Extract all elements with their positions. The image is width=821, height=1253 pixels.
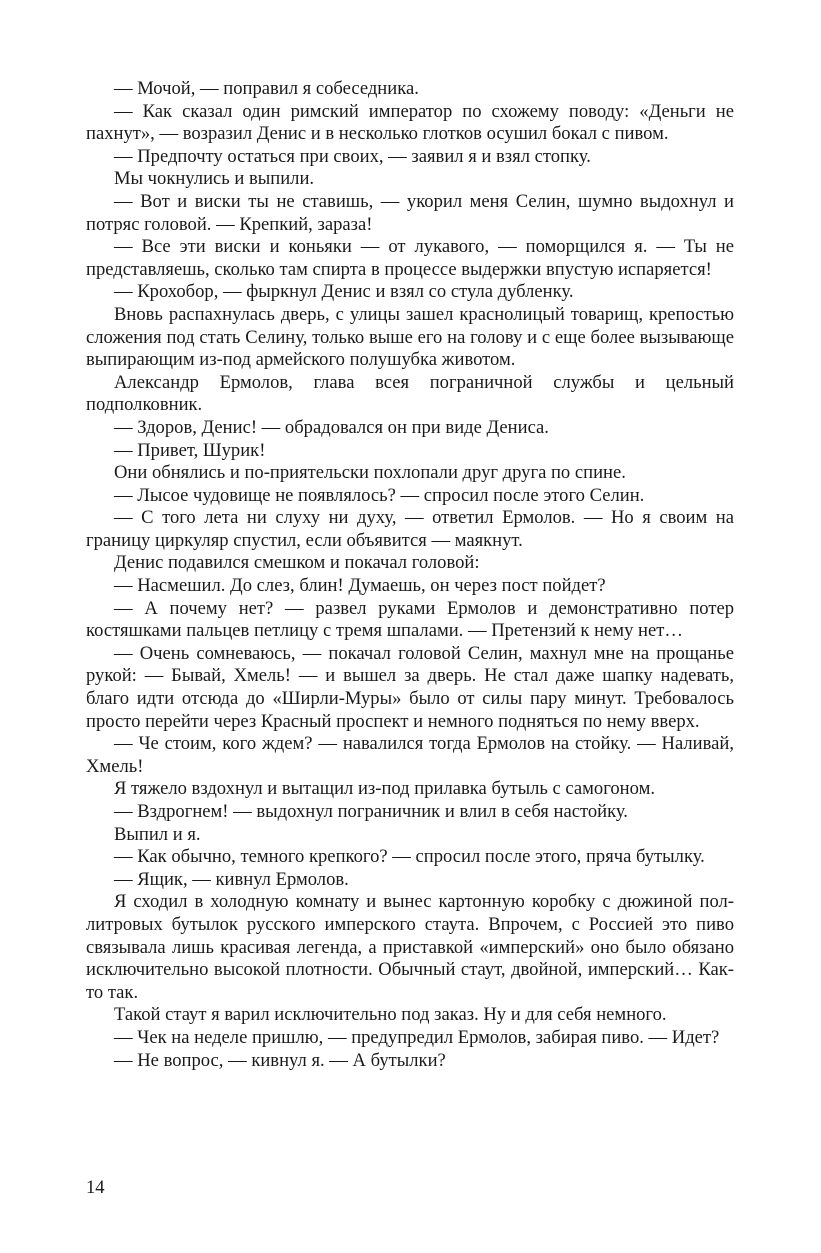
paragraph: — Как обычно, темного крепкого? — спросил после этого, пряча бутылку. <box>114 846 705 868</box>
paragraph: Такой стаут я варил исключительно под заказ. Ну и для себя немного. <box>114 1004 667 1026</box>
paragraph: — Предпочту остаться при своих, — заявил я и взял стопку. <box>114 145 591 167</box>
paragraph: Мы чокнулись и выпили. <box>114 168 315 190</box>
page-number: 14 <box>86 1177 105 1198</box>
paragraph: Выпил и я. <box>114 823 201 845</box>
paragraph: — Насмешил. До слез, блин! Думаешь, он через пост пойдет? <box>114 575 606 597</box>
paragraph: Денис подавился смешком и покачал головой: <box>114 552 480 574</box>
paragraph: Я тяжело вздохнул и вытащил из-под прилавка бутыль с самогоном. <box>114 778 655 800</box>
paragraph: — А почему нет? — развел руками Ермолов и демонстративно потер костяшками пальцев петлицу с тремя шпалами. — Претензий к нему нет… <box>86 597 734 642</box>
paragraph: — Лысое чудовище не появлялось? — спросил после этого Селин. <box>114 484 645 506</box>
paragraph: — С того лета ни слуху ни духу, — ответил Ермолов. — Но я своим на границу циркуляр спустил, если объявится — маякнут. <box>86 507 734 551</box>
paragraph: — Ящик, — кивнул Ермолов. <box>114 868 349 890</box>
paragraph: — Вздрогнем! — выдохнул пограничник и влил в себя настойку. <box>114 801 628 822</box>
paragraph: — Здоров, Денис! — обрадовался он при виде Дениса. <box>114 416 549 438</box>
paragraph: Александр Ермолов, глава всея пограничной службы и цельный подполковник. <box>86 371 734 416</box>
paragraph: — Чек на неделе пришлю, — предупредил Ермолов, забирая пиво. — Идет? <box>114 1026 720 1048</box>
paragraph: — Крохобор, — фыркнул Денис и взял со стула дубленку. <box>114 281 574 303</box>
paragraph: — Привет, Шурик! <box>114 439 266 461</box>
paragraph: — Как сказал один римский император по схожему поводу: «Деньги не пахнут», — возразил Денис и в несколько глотков осушил бокал с пивом. <box>86 100 734 145</box>
paragraph: Вновь распахнулась дверь, с улицы зашел краснолицый товарищ, крепостью сложения под стать Селину, только выше его на голову и с еще более вызывающе выпирающим из-под армейского полушубка животом. <box>86 303 734 371</box>
paragraph: — Все эти виски и коньяки — от лукавого, — поморщился я. — Ты не представляешь, сколько там спирта в процессе выдержки впустую испаряется! <box>86 236 734 280</box>
paragraph: — Мочой, — поправил я собеседника. <box>114 78 419 99</box>
body-text <box>86 78 734 1072</box>
paragraph: — Очень сомневаюсь, — покачал головой Селин, махнул мне на прощанье рукой: — Бывай, Хмель! — и вышел за дверь. Не стал даже шапку надевать, благо идти отсюда до «Ширли-Муры» было от силы пару минут. Требовалось просто перейти через Красный проспект и немного подняться по нему вверх. <box>86 642 734 732</box>
paragraph: Я сходил в холодную комнату и вынес картонную коробку с дюжиной пол-литровых бутылок русского имперского стаута. Впрочем, с Россией это пиво связывала лишь красивая легенда, а приставкой «имперский» оно было обязано исключительно высокой плотности. Обычный стаут, двойной, имперский… Как-то так. <box>86 891 734 1003</box>
paragraph: — Вот и виски ты не ставишь, — укорил меня Селин, шумно выдохнул и потряс головой. — Крепкий, зараза! <box>86 190 734 235</box>
paragraph: Они обнялись и по-приятельски похлопали друг друга по спине. <box>114 462 626 484</box>
paragraph: — Не вопрос, — кивнул я. — А бутылки? <box>114 1049 446 1071</box>
paragraph: — Че стоим, кого ждем? — навалился тогда Ермолов на стойку. — Наливай, Хмель! <box>86 733 734 777</box>
